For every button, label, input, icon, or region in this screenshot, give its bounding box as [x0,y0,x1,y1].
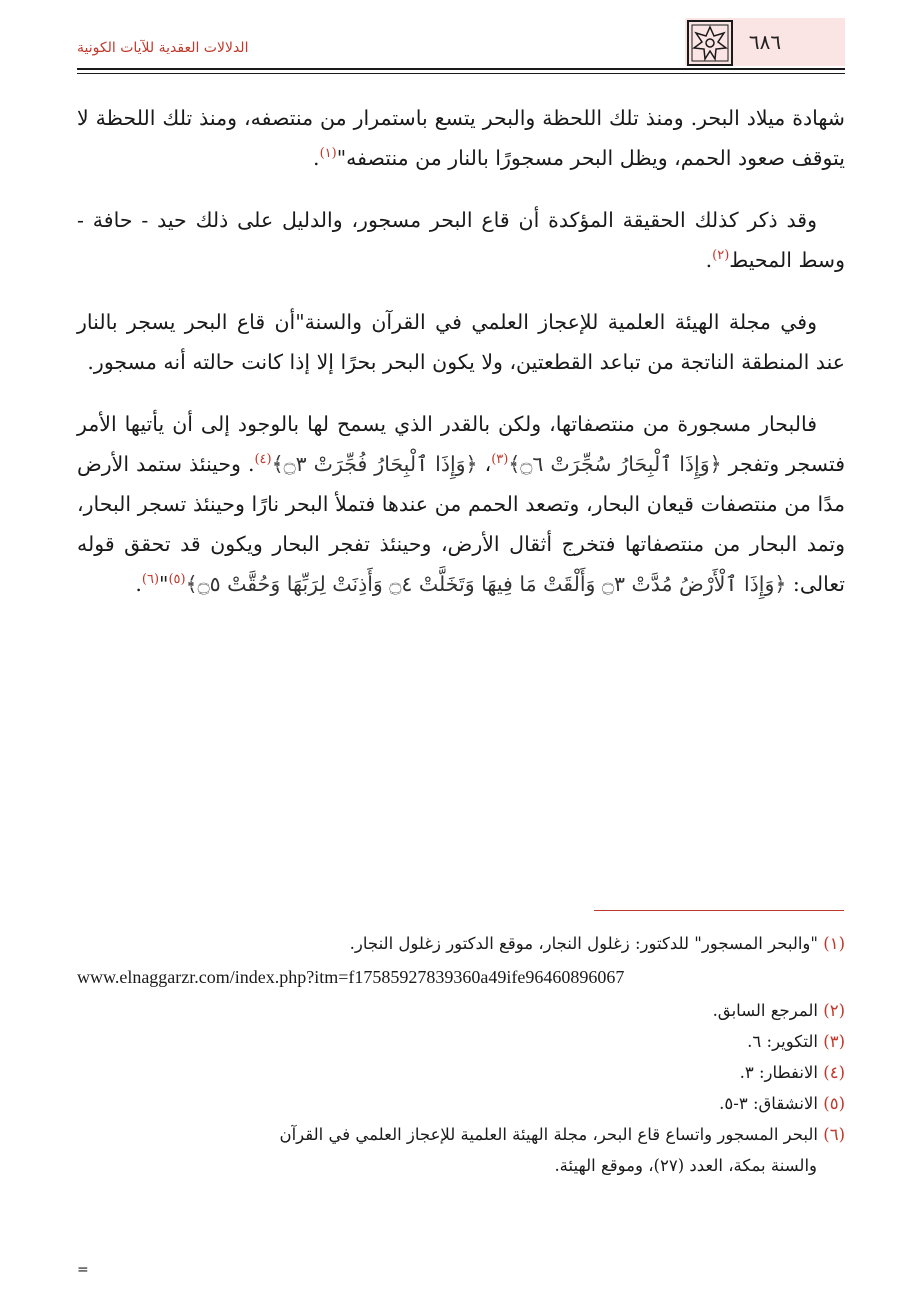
footnote-1 [77,928,845,959]
footnote-number: (٥) [823,1094,845,1113]
paragraph-tail: . [135,572,142,596]
footnote-ref-2[interactable]: (٢) [712,248,730,264]
footnote-4 [77,1057,845,1088]
bottom-mark: = [77,1262,89,1278]
footnote-text-continued: والسنة بمكة، العدد (٢٧)، وموقع الهيئة. [554,1156,817,1175]
footnote-text: المرجع السابق. [712,1001,818,1020]
footnotes [77,928,845,1181]
footnote-text: الانفطار: ٣. [739,1063,818,1082]
footnote-text: البحر المسجور واتساع قاع البحر، مجلة الهيئة العلمية للإعجاز العلمي في القرآن [279,1125,818,1144]
page-number: ٦٨٦ [748,30,782,54]
footnote-ref-3[interactable]: (٣) [491,452,509,468]
footnote-separator [594,910,844,911]
header-rule-thin [77,73,845,74]
footnote-3 [77,1026,845,1057]
footnote-number: (٢) [823,1001,845,1020]
paragraph-2 [77,200,845,280]
footnote-number: (٦) [823,1125,845,1144]
header-rule [77,68,845,70]
quote-mark: " [159,572,169,596]
paragraph-3 [77,302,845,382]
paragraph-text: وقد ذكر كذلك الحقيقة المؤكدة أن قاع البحر مسجور، والدليل على ذلك حيد - حافة - وسط المحيط [77,208,845,272]
quran-verse-2: ﴿وَإِذَا ٱلْبِحَارُ فُجِّرَتْ ۝٣﴾ [271,452,478,476]
running-title: الدلالات العقدية للآيات الكونية [77,40,249,56]
separator: ، [477,452,492,476]
paragraph-text: . وحينئذ ستمد الأرض مدًا من منتصفات قيعان البحار، وتصعد الحمم من عندها فتملأ البحر نارًا وحينئذ تسجر البحار، وتمد البحار من منتصفاتها فتخرج أثقال الأرض، وحينئذ تفجر البحار ويكون قد تحقق قوله تعالى: [77,452,845,596]
footnote-ref-5[interactable]: (٥) [168,572,186,588]
footnote-text: التكوير: ٦. [747,1032,818,1051]
paragraph-text: فالبحار مسجورة من منتصفاتها، ولكن بالقدر الذي يسمح لها بالوجود إلى أن يأتيها الأمر فتسجر وتفجر [77,412,845,476]
main-text [77,98,845,626]
footnote-number: (٤) [823,1063,845,1082]
paragraph-text: شهادة ميلاد البحر. ومنذ تلك اللحظة والبحر يتسع باستمرار من منتصفه، ومنذ تلك اللحظة لا يتوقف صعود الحمم، ويظل البحر مسجورًا بالنار من منتصفه" [77,106,845,170]
footnote-number: (١) [823,934,845,953]
footnote-url-link[interactable]: www.elnaggarzr.com/index.php?itm=f17585927839360a49ife96460896067 [77,967,625,987]
footnote-2 [77,995,845,1026]
footnote-number: (٣) [823,1032,845,1051]
islamic-star-ornament-icon [687,20,733,66]
footnote-text: "والبحر المسجور" للدكتور: زغلول النجار، موقع الدكتور زغلول النجار. [349,934,818,953]
footnote-ref-6[interactable]: (٦) [141,572,160,588]
paragraph-1 [77,98,845,178]
footnote-ref-4[interactable]: (٤) [254,452,272,468]
quran-verse-1: ﴿وَإِذَا ٱلْبِحَارُ سُجِّرَتْ ۝٦﴾ [508,452,722,476]
footnote-6 [77,1119,845,1181]
footnote-5 [77,1088,845,1119]
paragraph-tail: . [313,146,320,170]
paragraph-tail: . [705,248,713,272]
paragraph-4 [77,404,845,604]
footnote-ref-1[interactable]: (١) [319,146,337,162]
quran-verse-3: ﴿وَإِذَا ٱلْأَرْضُ مُدَّتْ ۝٣ وَأَلْقَتْ مَا فِيهَا وَتَخَلَّتْ ۝٤ وَأَذِنَتْ لِرَبِّهَا وَحُقَّتْ ۝٥﴾ [185,572,787,596]
page-header [77,18,845,72]
footnote-text: الانشقاق: ٣-٥. [719,1094,818,1113]
paragraph-text: وفي مجلة الهيئة العلمية للإعجاز العلمي في القرآن والسنة"أن قاع البحر يسجر بالنار عند المنطقة الناتجة من تباعد القطعتين، ولا يكون البحر بحرًا إلا إذا كانت حالته أنه مسجور. [77,310,845,374]
